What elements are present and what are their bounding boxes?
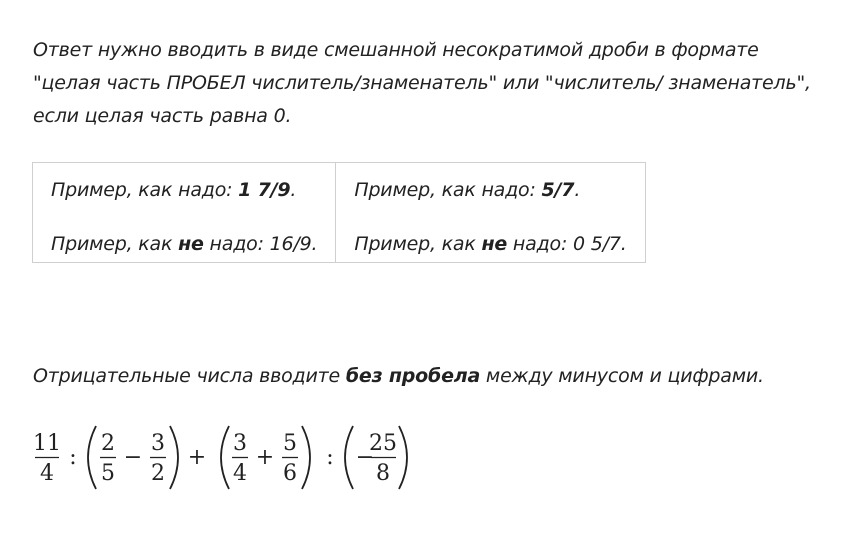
negative-note-prefix: Отрицательные числа вводите <box>33 365 346 387</box>
fraction-3-denominator: 2 <box>151 461 165 486</box>
fraction-4-numerator: 3 <box>233 431 247 456</box>
negative-numbers-note <box>33 361 764 391</box>
fraction-5-denominator: 6 <box>283 461 297 486</box>
left-paren <box>345 426 353 489</box>
good-example-period: . <box>290 179 297 201</box>
fraction-1-denominator: 4 <box>40 461 54 486</box>
right-paren <box>399 426 407 489</box>
examples-table <box>32 162 646 263</box>
fraction-1-numerator: 11 <box>33 431 61 456</box>
answer-format-instructions: Ответ нужно вводить в виде смешанной несократимой дроби в формате "целая часть ПРОБЕЛ числитель/знаменатель" или "числитель/ знаменатель", если целая часть равна 0. <box>33 39 811 127</box>
examples-cell-2 <box>336 163 645 263</box>
minus-sign: − <box>123 445 143 470</box>
fraction-2-numerator: 2 <box>101 431 115 456</box>
good-example-2 <box>354 177 626 204</box>
plus-sign: + <box>255 445 275 470</box>
examples-row <box>33 163 646 263</box>
negative-note-suffix: между минусом и цифрами. <box>480 365 764 387</box>
math-expression <box>30 420 430 495</box>
fraction-4-denominator: 4 <box>233 461 247 486</box>
examples-cell-1 <box>33 163 336 263</box>
bad-example-label: Пример, как <box>354 233 482 255</box>
bad-example-label: Пример, как <box>51 233 179 255</box>
fraction-3-numerator: 3 <box>151 431 165 456</box>
bad-example-1 <box>51 231 317 258</box>
right-paren <box>170 426 178 489</box>
bad-example-not: не <box>178 233 204 255</box>
good-example-1 <box>51 177 317 204</box>
fraction-5-numerator: 5 <box>283 431 297 456</box>
bad-example-2 <box>354 231 626 258</box>
bad-example-value: 16/9. <box>269 233 318 255</box>
fraction-6-numerator: 25 <box>369 431 397 456</box>
good-example-label: Пример, как надо: <box>51 179 239 201</box>
good-example-label: Пример, как надо: <box>354 179 542 201</box>
good-example-value: 1 7/9 <box>238 179 291 201</box>
plus-sign: + <box>187 445 207 470</box>
bad-example-label-end: надо: <box>203 233 270 255</box>
bad-example-not: не <box>481 233 508 255</box>
right-paren <box>302 426 310 489</box>
negative-note-emphasis: без пробела <box>345 365 481 387</box>
negative-sign: − <box>355 445 375 470</box>
fraction-6-denominator: 8 <box>376 461 390 486</box>
left-paren <box>88 426 96 489</box>
good-example-value: 5/7 <box>541 179 575 201</box>
fraction-2-denominator: 5 <box>101 461 115 486</box>
divide-sign: : <box>69 445 77 470</box>
bad-example-label-end: надо: <box>507 233 573 255</box>
divide-sign: : <box>326 445 334 470</box>
bad-example-value: 0 5/7. <box>573 233 627 255</box>
left-paren <box>221 426 229 489</box>
good-example-period: . <box>574 179 581 201</box>
